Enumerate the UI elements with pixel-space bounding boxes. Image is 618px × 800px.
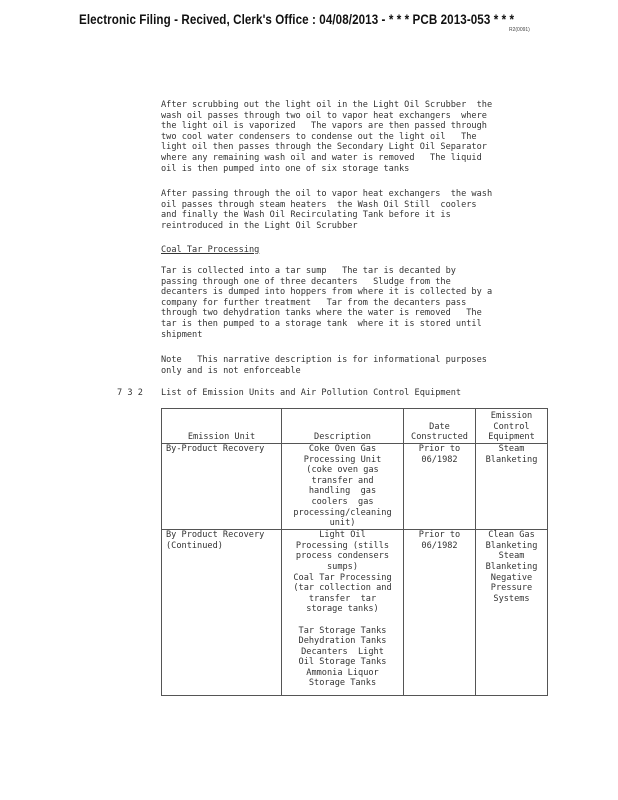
table-row [162,444,548,530]
cell-description: Coke Oven Gas Processing Unit (coke oven gas transfer and handling gas coolers gas processing/cleaning unit) [282,444,404,530]
filing-stamp: Electronic Filing - Recived, Clerk's Office : 04/08/2013 - * * * PCB 2013-053 * * * [79,12,515,27]
section-title: List of Emission Units and Air Pollution Control Equipment [161,388,462,398]
emission-units-table [161,408,548,696]
note-paragraph: Note This narrative description is for informational purposes only and is not enforceable [161,355,487,376]
header-description: Description [282,409,404,444]
cell-date-constructed: Prior to 06/1982 [404,444,476,530]
coal-tar-paragraph: Tar is collected into a tar sump The tar is decanted by passing through one of three decanters Sludge from the decanters is dumped into hoppers from where it is collected by a company for further treatment Tar from the decanters pass through two dehydration tanks where the water is removed The tar is then pumped to a storage tank where it is stored until shipment [161,266,493,340]
cell-date-constructed: Prior to 06/1982 [404,530,476,696]
cell-emission-unit: By Product Recovery (Continued) [162,530,282,696]
section-number: 7 3 2 [117,388,143,398]
table-header-row [162,409,548,444]
filing-stamp-code: R2(0091) [509,27,530,33]
coal-tar-heading: Coal Tar Processing [161,245,260,255]
header-control-equipment: Emission Control Equipment [476,409,548,444]
cell-control-equipment: Clean Gas Blanketing Steam Blanketing Negative Pressure Systems [476,530,548,696]
light-oil-paragraph: After scrubbing out the light oil in the Light Oil Scrubber the wash oil passes through two oil to vapor heat exchangers where the light oil is vaporized The vapors are then passed through two cool water condensers to condense out the light oil The light oil then passes through the Secondary Light Oil Separator where any remaining wash oil and water is removed The liquid oil is then pumped into one of six storage tanks [161,100,493,174]
cell-control-equipment: Steam Blanketing [476,444,548,530]
header-date-constructed: Date Constructed [404,409,476,444]
cell-description: Light Oil Processing (stills process condensers sumps) Coal Tar Processing (tar collection and transfer tar storage tanks) Tar Storage Tanks Dehydration Tanks Decanters Light Oil Storage Tanks Ammonia Liquor Storage Tanks [282,530,404,696]
table-row [162,530,548,696]
wash-oil-paragraph: After passing through the oil to vapor heat exchangers the wash oil passes through steam heaters the Wash Oil Still coolers and finally the Wash Oil Recirculating Tank before it is reintroduced in the Light Oil Scrubber [161,189,493,231]
cell-emission-unit: By-Product Recovery [162,444,282,530]
header-emission-unit: Emission Unit [162,409,282,444]
